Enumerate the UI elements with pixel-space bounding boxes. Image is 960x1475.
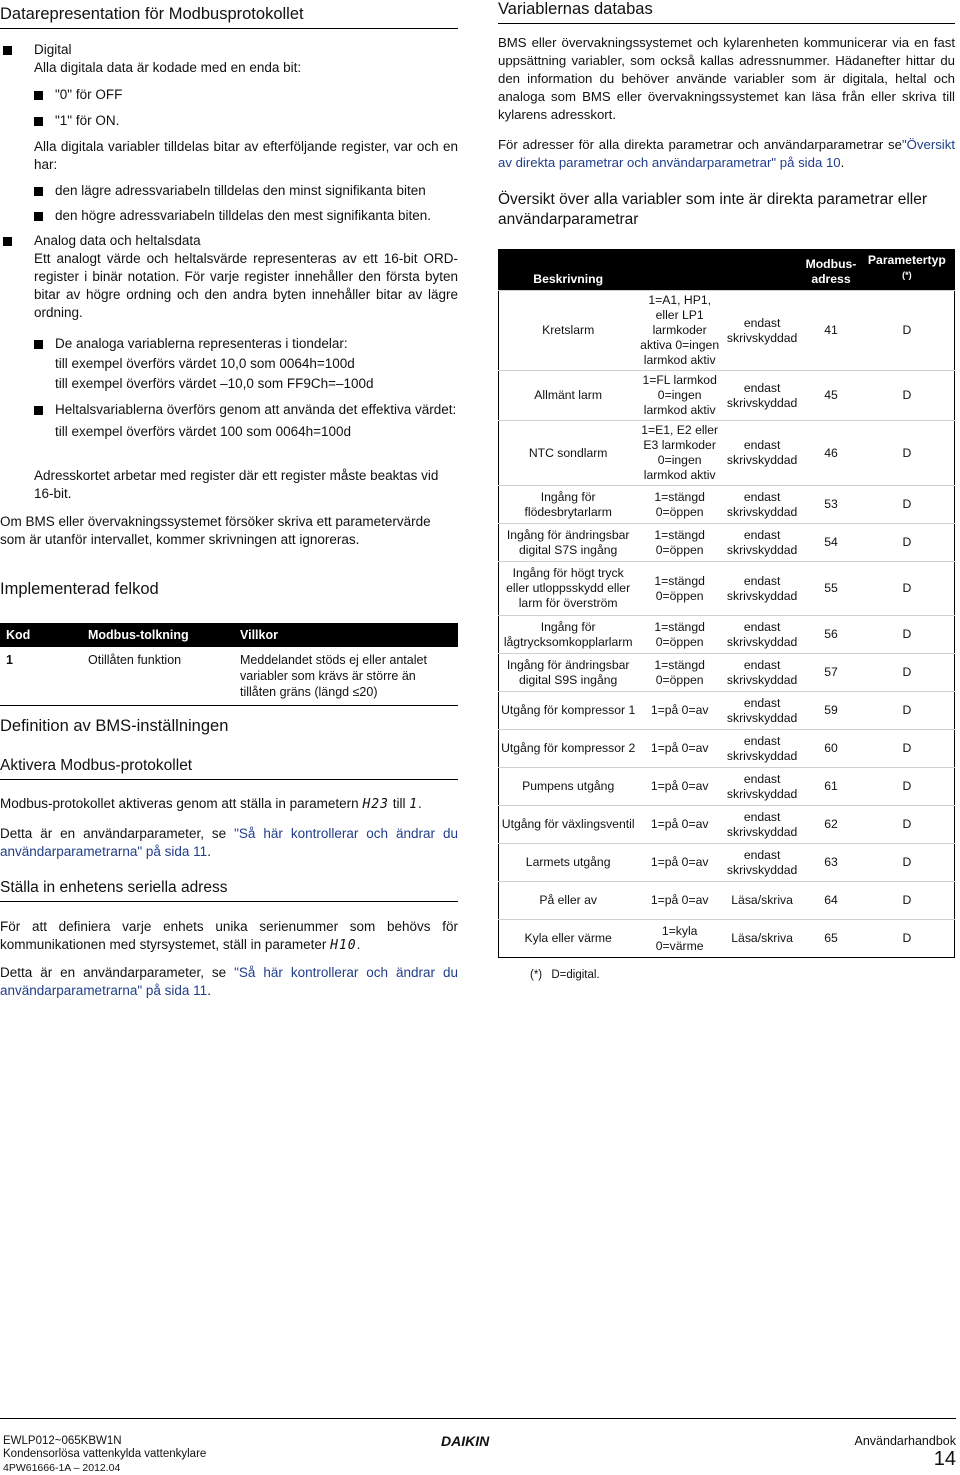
activate-param: H23 (362, 797, 389, 812)
row-type: D (860, 421, 955, 486)
table-row (499, 920, 955, 958)
analog-text-1: Ett analogt värde och heltalsvärde representeras av ett 16-bit ORD-register i binär notation. (34, 251, 458, 284)
table-row (499, 654, 955, 692)
fault-meaning: Otillåten funktion (82, 647, 234, 706)
row-access: endast skrivskyddad (722, 421, 802, 486)
row-type: D (860, 844, 955, 882)
variables-table (498, 249, 955, 958)
header-type-label: Parametertyp (867, 253, 946, 267)
row-address: 56 (802, 616, 860, 654)
direct-params-text (498, 136, 955, 172)
page-footer (0, 1418, 960, 1475)
table-row (499, 806, 955, 844)
user-param-note-2 (0, 964, 458, 1000)
variables-table-body (499, 291, 955, 958)
bms-ignore-text: Om BMS eller övervakningssystemet försöker skriva ett parametervärde som är utanför intervallet, kommer skrivningen att ignoreras. (0, 514, 431, 547)
daikin-logo-icon (441, 1434, 515, 1448)
row-access: endast skrivskyddad (722, 616, 802, 654)
row-address: 53 (802, 486, 860, 524)
variables-table-header (499, 250, 955, 291)
activate-text-pre: Modbus-protokollet aktiveras genom att ställa in parametern (0, 796, 359, 811)
row-type: D (860, 654, 955, 692)
row-type: D (860, 768, 955, 806)
analog-sub-text: De analoga variablerna representeras i tiondelar: (55, 336, 348, 351)
row-values: 1=FL larmkod 0=ingen larmkod aktiv (637, 371, 722, 421)
row-type: D (860, 371, 955, 421)
row-values: 1=stängd 0=öppen (637, 524, 722, 562)
row-description: Ingång för högt tryck eller utloppsskydd eller larm för överström (499, 562, 638, 616)
user-param-1-end: . (207, 844, 211, 859)
table-row (0, 647, 458, 706)
row-type: D (860, 806, 955, 844)
row-access: endast skrivskyddad (722, 768, 802, 806)
daikin-logo (441, 1434, 515, 1453)
subsection-title-activate: Aktivera Modbus-protokollet (0, 757, 458, 780)
row-values: 1=på 0=av (637, 844, 722, 882)
row-values: 1=på 0=av (637, 882, 722, 920)
upper-address-text: den högre adressvariabeln tilldelas den mest signifikanta biten. (55, 208, 431, 223)
row-description: Utgång för kompressor 2 (499, 730, 638, 768)
row-address: 63 (802, 844, 860, 882)
section-title-fault-code: Implementerad felkod (0, 580, 159, 598)
row-values: 1=på 0=av (637, 768, 722, 806)
overview-title: Översikt över alla variabler som inte är direkta parametrar eller användarparametrar (498, 191, 927, 228)
doc-code: EWLP012~065KBW1N (3, 1435, 122, 1447)
activate-text (0, 795, 458, 814)
bullet-icon (3, 46, 12, 55)
row-type: D (860, 524, 955, 562)
header-access (722, 250, 802, 291)
row-description: Utgång för kompressor 1 (499, 692, 638, 730)
row-values: 1=på 0=av (637, 692, 722, 730)
table-row (499, 730, 955, 768)
analog-sub-block (55, 334, 458, 394)
fault-table-header (0, 623, 458, 647)
row-description: Allmänt larm (499, 371, 638, 421)
bullet-icon (3, 237, 12, 246)
table-row (499, 768, 955, 806)
row-access: endast skrivskyddad (722, 844, 802, 882)
row-type: D (860, 291, 955, 371)
subsection-title-serial: Ställa in enhetens seriella adress (0, 879, 458, 902)
row-access: endast skrivskyddad (722, 291, 802, 371)
row-access: endast skrivskyddad (722, 806, 802, 844)
row-type: D (860, 486, 955, 524)
table-row (499, 524, 955, 562)
section-title-variable-db: Variablernas databas (498, 0, 955, 24)
user-param-2-link[interactable]: "Så här kontrollerar och ändrar du användarparametrarna" på sida 11 (0, 965, 458, 998)
row-access: endast skrivskyddad (722, 692, 802, 730)
row-type: D (860, 882, 955, 920)
row-values: 1=stängd 0=öppen (637, 616, 722, 654)
header-values (637, 250, 722, 291)
row-values: 1=på 0=av (637, 730, 722, 768)
direct-params-end: . (840, 155, 845, 170)
row-access: endast skrivskyddad (722, 654, 802, 692)
table-row (499, 421, 955, 486)
row-description: Kyla eller värme (499, 920, 638, 958)
fault-code: 1 (0, 647, 82, 706)
user-param-2-pre: Detta är en användarparameter, se (0, 965, 227, 980)
int-sub-block (55, 401, 458, 441)
serial-text (0, 918, 458, 955)
section-title-data-representation: Datarepresentation för Modbusprotokollet (0, 5, 458, 29)
row-access: Läsa/skriva (722, 920, 802, 958)
bullet-icon (34, 406, 43, 415)
row-values: 1=stängd 0=öppen (637, 562, 722, 616)
int-sub-text: Heltalsvariablerna överförs genom att använda det effektiva värdet: (55, 402, 457, 417)
row-access: endast skrivskyddad (722, 730, 802, 768)
header-description: Beskrivning (499, 250, 638, 291)
user-param-2-end: . (207, 983, 211, 998)
row-address: 54 (802, 524, 860, 562)
direct-params-link[interactable]: "Översikt av direkta parametrar och användarparametrar" på sida 10 (498, 137, 955, 170)
header-address: Modbus-adress (802, 250, 860, 291)
row-description: Ingång för flödesbrytarlarm (499, 486, 638, 524)
analog-block (34, 232, 458, 322)
analog-example-1: till exempel överförs värdet 10,0 som 0064h=100d (55, 356, 355, 371)
variable-db-intro: BMS eller övervakningssystemet och kylarenheten kommunicerar via en fast uppsättning variabler, som också kallas adressnummer. Hädanefter hittar du den information du behöver använde variabler som är digitala, heltal och analoga som BMS eller övervakningssystemet kan läsa från eller skriva till kylarens adresskort. (498, 35, 955, 122)
row-address: 59 (802, 692, 860, 730)
row-access: endast skrivskyddad (722, 486, 802, 524)
row-address: 41 (802, 291, 860, 371)
bullet-icon (34, 212, 43, 221)
row-description: Kretslarm (499, 291, 638, 371)
fault-header-code: Kod (0, 623, 82, 647)
alloc-text: Alla digitala variabler tilldelas bitar av efterföljande register, var och en har: (34, 139, 458, 172)
brand-name: DAIKIN (441, 1434, 490, 1448)
row-description: På eller av (499, 882, 638, 920)
row-description: Ingång för lågtrycksomkopplarlarm (499, 616, 638, 654)
row-access: endast skrivskyddad (722, 524, 802, 562)
row-address: 60 (802, 730, 860, 768)
row-access: Läsa/skriva (722, 882, 802, 920)
fault-header-meaning: Modbus-tolkning (82, 623, 234, 647)
digital-line: Alla digitala data är kodade med en enda bit: (34, 60, 302, 75)
row-address: 62 (802, 806, 860, 844)
table-row (499, 882, 955, 920)
page-number: 14 (933, 1448, 956, 1470)
bullet-icon (34, 187, 43, 196)
doc-title: Kondensorlösa vattenkylda vattenkylare (3, 1448, 207, 1460)
row-address: 64 (802, 882, 860, 920)
footnote-mark: (*) (530, 969, 543, 981)
serial-text-pre: För att definiera varje enhets unika serienummer som behövs för kommunikationen med styrsystemet, ställ in parameter (0, 919, 458, 952)
row-values: 1=E1, E2 eller E3 larmkoder 0=ingen larmkod aktiv (637, 421, 722, 486)
header-type-sup: (*) (902, 270, 912, 280)
bullet-icon (34, 117, 43, 126)
analog-example-2: till exempel överförs värdet –10,0 som FF9Ch=–100d (55, 376, 374, 391)
row-address: 55 (802, 562, 860, 616)
header-type (860, 250, 955, 291)
fault-condition: Meddelandet stöds ej eller antalet variabler som krävs är större än tillåten gräns (längd ≤20) (234, 647, 458, 706)
row-type: D (860, 616, 955, 654)
activate-mid: till (392, 796, 406, 811)
fault-header-condition: Villkor (234, 623, 458, 647)
table-row (499, 371, 955, 421)
row-address: 61 (802, 768, 860, 806)
serial-param: H10 (330, 938, 357, 953)
row-values: 1=A1, HP1, eller LP1 larmkoder aktiva 0=ingen larmkod aktiv (637, 291, 722, 371)
user-param-note-1 (0, 825, 458, 861)
direct-params-pre: För adresser för alla direkta parametrar och användarparametrar se (498, 137, 902, 152)
row-description: Ingång för ändringsbar digital S9S ingång (499, 654, 638, 692)
row-description: NTC sondlarm (499, 421, 638, 486)
row-access: endast skrivskyddad (722, 371, 802, 421)
analog-heading: Analog data och heltalsdata (34, 233, 201, 248)
bullet-icon (34, 340, 43, 349)
manual-name: Användarhandbok (854, 1434, 956, 1448)
serial-end: . (356, 937, 361, 952)
bit-on-text: "1" för ON. (55, 113, 120, 128)
doc-ref: 4PW61666-1A – 2012.04 (3, 1462, 121, 1474)
row-type: D (860, 562, 955, 616)
row-description: Ingång för ändringsbar digital S7S ingång (499, 524, 638, 562)
row-address: 45 (802, 371, 860, 421)
section-title-bms-definition: Definition av BMS-inställningen (0, 717, 229, 735)
row-values: 1=stängd 0=öppen (637, 654, 722, 692)
user-param-1-link[interactable]: "Så här kontrollerar och ändrar du användarparametrarna" på sida 11 (0, 826, 458, 859)
activate-value: 1 (409, 797, 419, 812)
table-row (499, 692, 955, 730)
table-row (499, 616, 955, 654)
digital-heading: Digital (34, 42, 72, 57)
digital-block (34, 41, 458, 77)
table-footnote (530, 969, 600, 981)
table-row (499, 291, 955, 371)
fault-code-table (0, 623, 458, 706)
row-address: 65 (802, 920, 860, 958)
row-description: Larmets utgång (499, 844, 638, 882)
address-card-text: Adresskortet arbetar med register där ett register måste beaktas vid 16-bit. (34, 468, 439, 501)
bit-off-text: "0" för OFF (55, 87, 123, 102)
row-address: 46 (802, 421, 860, 486)
row-values: 1=på 0=av (637, 806, 722, 844)
table-row (499, 562, 955, 616)
lower-address-text: den lägre adressvariabeln tilldelas den minst signifikanta biten (55, 183, 426, 198)
footer-rule (0, 1418, 956, 1419)
row-type: D (860, 692, 955, 730)
activate-end: . (418, 796, 422, 811)
row-values: 1=stängd 0=öppen (637, 486, 722, 524)
table-row (499, 486, 955, 524)
bullet-icon (34, 91, 43, 100)
row-access: endast skrivskyddad (722, 562, 802, 616)
user-param-1-pre: Detta är en användarparameter, se (0, 826, 227, 841)
int-example: till exempel överförs värdet 100 som 0064h=100d (55, 424, 352, 439)
analog-text-2: För varje register innehåller den första byten bitar av högre ordning och den andra byten innehåller bitar av lägre ordning. (34, 269, 458, 320)
table-row (499, 844, 955, 882)
footnote-text: D=digital. (551, 969, 600, 981)
row-description: Utgång för växlingsventil (499, 806, 638, 844)
row-description: Pumpens utgång (499, 768, 638, 806)
row-type: D (860, 730, 955, 768)
row-type: D (860, 920, 955, 958)
row-values: 1=kyla 0=värme (637, 920, 722, 958)
row-address: 57 (802, 654, 860, 692)
